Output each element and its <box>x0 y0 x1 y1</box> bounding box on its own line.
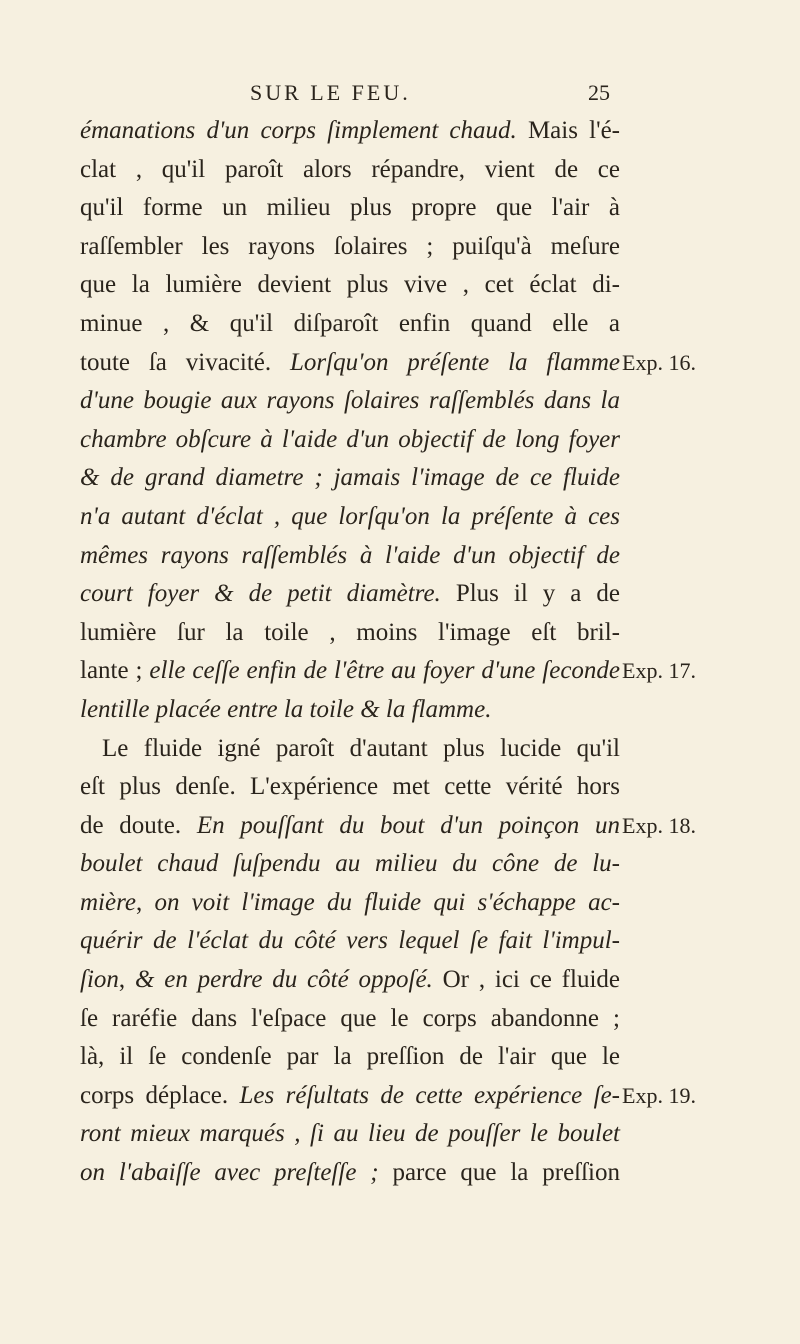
roman-text: , <box>118 966 135 994</box>
roman-text: minue , & qu'il diſparoît enfin quand elle a <box>80 309 620 337</box>
roman-text: là, il ſe condenſe par la preſſion de l'air que le <box>80 1043 620 1071</box>
text-line <box>80 421 620 460</box>
italic-text: En pouſſant du bout d'un poinçon un <box>196 811 620 839</box>
text-line <box>80 228 620 267</box>
roman-text: toute ſa vivacité. <box>80 348 291 376</box>
italic-text: ront mieux marqués , ſi au lieu de pouſſer le boulet <box>80 1120 620 1148</box>
roman-text: que la lumière devient plus vive , cet éclat di- <box>80 271 620 299</box>
text-line <box>80 575 620 614</box>
italic-text: boulet chaud ſuſpendu au milieu du cône de lu- <box>80 850 620 878</box>
roman-text: Le fluide igné paroît d'autant plus lucide qu'il <box>102 734 620 762</box>
roman-text: lumière ſur la toile , moins l'image eſt bril- <box>80 618 620 646</box>
roman-text: Or , ici ce fluide <box>432 966 620 994</box>
italic-text: quérir de l'éclat du côté vers lequel ſe fait l'impul- <box>80 927 620 955</box>
text-line <box>80 730 620 769</box>
margin-note: Exp. 17. <box>622 658 696 684</box>
body-text <box>80 112 620 1193</box>
italic-text: on voit l'image du fluide qui s'échappe ac- <box>154 888 621 916</box>
roman-text: ſe raréfie dans l'eſpace que le corps abandonne ; <box>80 1004 620 1032</box>
text-line <box>80 537 620 576</box>
italic-text: & en perdre du côté oppoſé. <box>134 966 433 994</box>
text-line <box>80 922 620 961</box>
italic-text: elle ceſſe enfin de l'être au foyer d'une ſeconde <box>149 657 621 685</box>
italic-text: on l'abaiſſe avec preſteſſe ; <box>80 1159 379 1187</box>
text-line <box>80 691 620 730</box>
text-line <box>80 1000 620 1039</box>
page-number: 25 <box>588 80 610 105</box>
italic-text: court foyer & de petit diamètre. <box>80 580 441 608</box>
text-line <box>80 112 620 151</box>
page-header <box>250 80 610 114</box>
italic-text: lentille placée entre la toile & la flamme. <box>80 695 492 723</box>
text-line <box>80 344 620 383</box>
italic-text: Lorſqu'on préſente la flamme <box>290 348 620 376</box>
roman-text: parce que la preſſion <box>378 1159 621 1187</box>
text-line <box>80 961 620 1000</box>
text-line <box>80 845 620 884</box>
text-line <box>80 266 620 305</box>
text-line <box>80 1038 620 1077</box>
roman-text: , <box>136 888 155 916</box>
text-line <box>80 151 620 190</box>
italic-text: chambre obſcure à l'aide d'un objectif de long foyer <box>80 425 620 453</box>
italic-text: d'une bougie aux rayons ſolaires raſſemblés dans la <box>80 387 620 415</box>
italic-text: & de grand diametre ; jamais l'image de ce fluide <box>80 464 620 492</box>
text-line <box>80 305 620 344</box>
roman-text: corps déplace. <box>80 1081 240 1109</box>
text-line <box>80 884 620 923</box>
text-line <box>80 382 620 421</box>
margin-note: Exp. 16. <box>622 349 696 375</box>
text-line <box>80 498 620 537</box>
running-title: SUR LE FEU. <box>250 80 411 105</box>
text-line <box>80 1154 620 1193</box>
italic-text: n'a autant d'éclat , que lorſqu'on la préſente à ces <box>80 502 620 530</box>
italic-text: Les réſultats de cette expérience ſe- <box>239 1081 620 1109</box>
roman-text: clat , qu'il paroît alors répandre, vient de ce <box>80 155 620 183</box>
text-line <box>80 459 620 498</box>
roman-text: lante ; <box>80 657 150 685</box>
italic-text: ſion <box>80 966 119 994</box>
margin-note: Exp. 18. <box>622 812 696 838</box>
text-line <box>80 768 620 807</box>
roman-text: Plus il y a de <box>440 580 620 608</box>
italic-text: mière <box>80 888 136 916</box>
roman-text: eſt plus denſe. L'expérience met cette vérité hors <box>80 773 620 801</box>
text-line <box>80 652 620 691</box>
italic-text: mêmes rayons raſſemblés à l'aide d'un objectif de <box>80 541 620 569</box>
margin-note: Exp. 19. <box>622 1083 696 1108</box>
italic-text: émanations d'un corps ſimplement chaud. <box>80 117 517 144</box>
text-line <box>80 1077 620 1116</box>
text-line <box>80 807 620 846</box>
text-line <box>80 1115 620 1154</box>
roman-text: raſſembler les rayons ſolaires ; puiſqu'à meſure <box>80 232 620 260</box>
roman-text: Mais l'é- <box>516 117 620 144</box>
text-line <box>80 614 620 653</box>
roman-text: qu'il forme un milieu plus propre que l'air à <box>80 194 620 222</box>
roman-text: de doute. <box>80 811 197 839</box>
text-line <box>80 189 620 228</box>
